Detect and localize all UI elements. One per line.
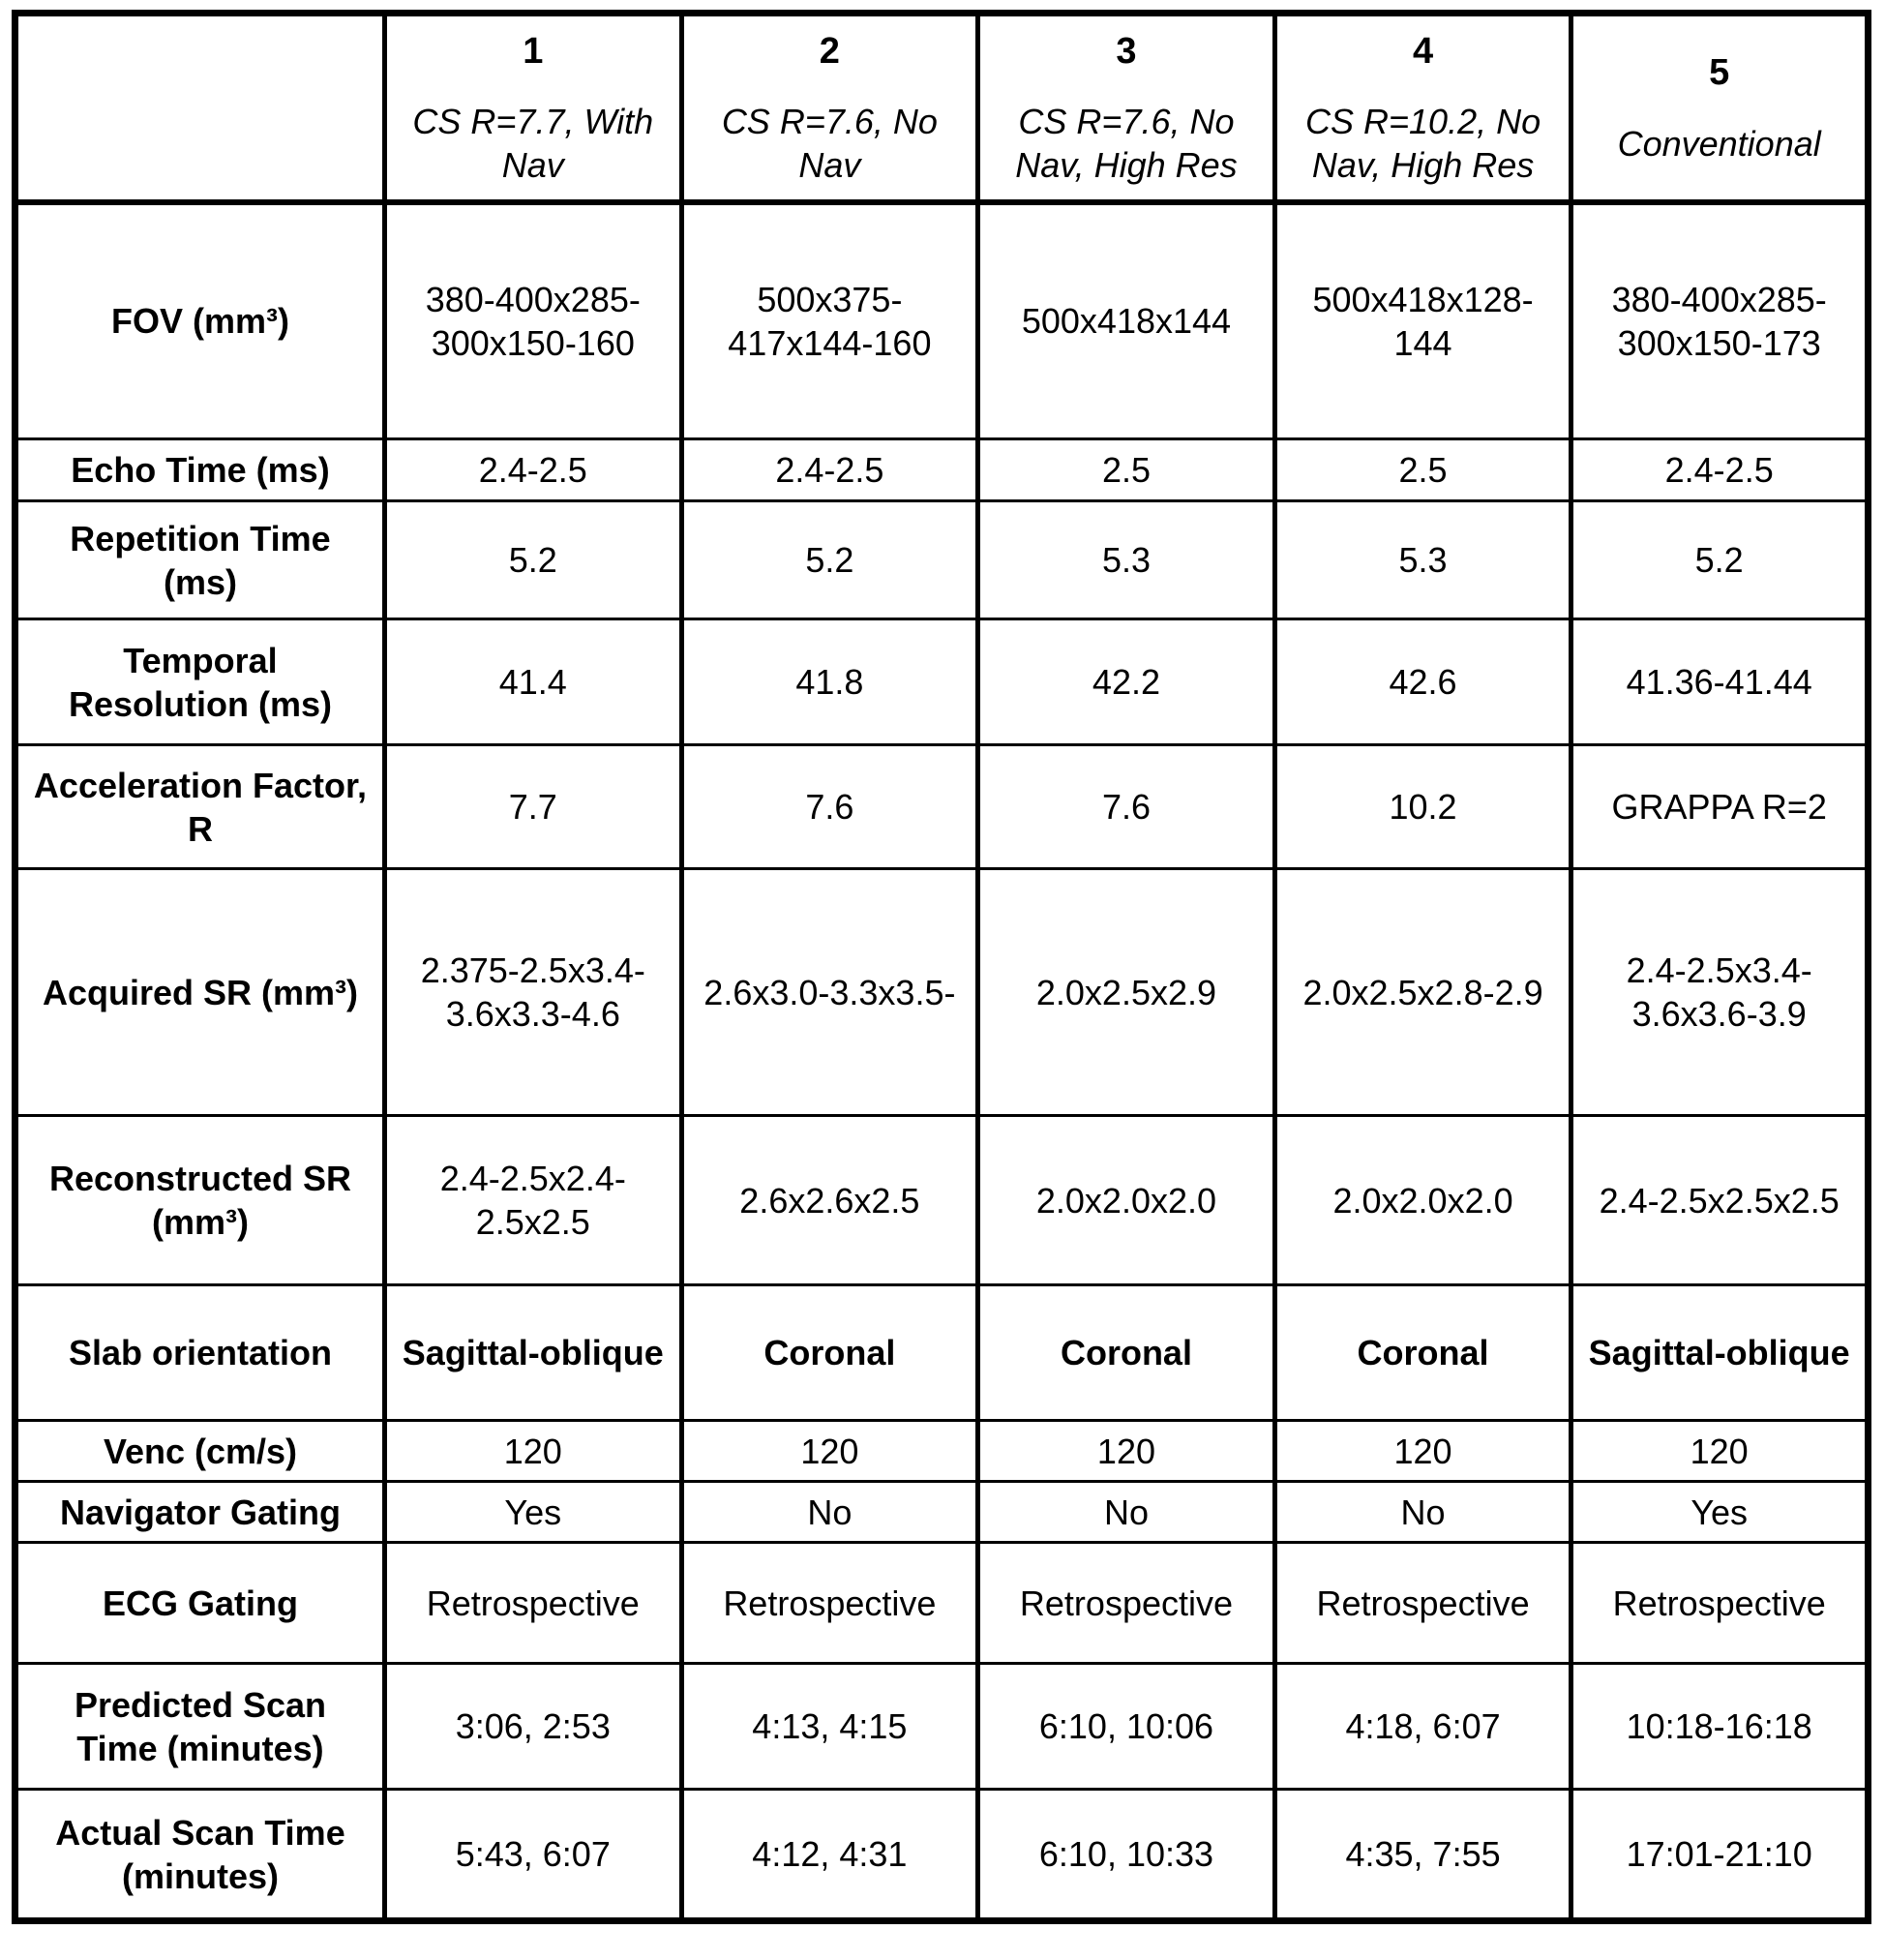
table-cell: 5.3 (978, 501, 1275, 619)
column-number: 2 (819, 30, 840, 72)
table-cell: Retrospective (681, 1543, 978, 1664)
table-cell: 120 (384, 1421, 681, 1482)
table-cell: 2.0x2.5x2.9 (978, 869, 1275, 1116)
table-row (15, 1543, 1869, 1664)
table-row (15, 1790, 1869, 1921)
table-cell: 2.4-2.5 (1571, 439, 1869, 501)
row-label: Navigator Gating (15, 1482, 385, 1543)
table-cell: 2.5 (1274, 439, 1571, 501)
column-header (1274, 14, 1571, 202)
table-cell: 4:13, 4:15 (681, 1664, 978, 1790)
row-label: ECG Gating (15, 1543, 385, 1664)
table-cell: 2.4-2.5 (681, 439, 978, 501)
table-cell: Coronal (681, 1285, 978, 1421)
table-cell: 6:10, 10:33 (978, 1790, 1275, 1921)
table-cell: 2.0x2.0x2.0 (978, 1116, 1275, 1285)
row-label: Echo Time (ms) (15, 439, 385, 501)
table-cell: 5.2 (681, 501, 978, 619)
table-row (15, 745, 1869, 869)
column-header (1571, 14, 1869, 202)
table-cell: Retrospective (1571, 1543, 1869, 1664)
table-cell: 2.6x3.0-3.3x3.5- (681, 869, 978, 1116)
table-cell: 2.4-2.5 (384, 439, 681, 501)
header-row (15, 14, 1869, 202)
table-row (15, 1116, 1869, 1285)
table-cell: 500x375-417x144-160 (681, 202, 978, 439)
table-cell: No (681, 1482, 978, 1543)
table-cell: 10:18-16:18 (1571, 1664, 1869, 1790)
row-label: Repetition Time (ms) (15, 501, 385, 619)
table-cell: 5:43, 6:07 (384, 1790, 681, 1921)
table-cell: 7.6 (978, 745, 1275, 869)
table-cell: 500x418x144 (978, 202, 1275, 439)
table-cell: Retrospective (1274, 1543, 1571, 1664)
table-cell: 5.2 (1571, 501, 1869, 619)
table-cell: Coronal (978, 1285, 1275, 1421)
row-label: Acquired SR (mm³) (15, 869, 385, 1116)
table-cell: 500x418x128-144 (1274, 202, 1571, 439)
column-subtitle: CS R=7.7, With Nav (412, 102, 654, 185)
table-cell: 2.0x2.5x2.8-2.9 (1274, 869, 1571, 1116)
table-cell: 4:35, 7:55 (1274, 1790, 1571, 1921)
row-label: Slab orientation (15, 1285, 385, 1421)
column-number: 1 (523, 30, 544, 72)
table-row (15, 501, 1869, 619)
table-cell: Yes (384, 1482, 681, 1543)
table-cell: 10.2 (1274, 745, 1571, 869)
table-row (15, 1421, 1869, 1482)
table-cell: No (1274, 1482, 1571, 1543)
table-cell: 41.36-41.44 (1571, 619, 1869, 745)
column-subtitle: CS R=7.6, No Nav (721, 102, 938, 185)
table-cell: GRAPPA R=2 (1571, 745, 1869, 869)
table-cell: 2.0x2.0x2.0 (1274, 1116, 1571, 1285)
row-label: Actual Scan Time (minutes) (15, 1790, 385, 1921)
table-cell: 17:01-21:10 (1571, 1790, 1869, 1921)
table-cell: 42.6 (1274, 619, 1571, 745)
column-number: 4 (1412, 30, 1434, 72)
row-label: Venc (cm/s) (15, 1421, 385, 1482)
column-number: 3 (1116, 30, 1137, 72)
table-cell: 2.375-2.5x3.4-3.6x3.3-4.6 (384, 869, 681, 1116)
table-row (15, 1285, 1869, 1421)
row-label: Reconstructed SR (mm³) (15, 1116, 385, 1285)
table-cell: 3:06, 2:53 (384, 1664, 681, 1790)
table-row (15, 202, 1869, 439)
table-cell: 120 (1571, 1421, 1869, 1482)
table-cell: 7.6 (681, 745, 978, 869)
table-cell: Coronal (1274, 1285, 1571, 1421)
table-row (15, 1664, 1869, 1790)
table-cell: Sagittal-oblique (384, 1285, 681, 1421)
column-subtitle: CS R=7.6, No Nav, High Res (1015, 102, 1238, 185)
column-subtitle: CS R=10.2, No Nav, High Res (1305, 102, 1541, 185)
column-header (978, 14, 1275, 202)
table-cell: Yes (1571, 1482, 1869, 1543)
table-row (15, 869, 1869, 1116)
table-row (15, 1482, 1869, 1543)
table-cell: 41.4 (384, 619, 681, 745)
row-label: FOV (mm³) (15, 202, 385, 439)
table-cell: 2.4-2.5x3.4-3.6x3.6-3.9 (1571, 869, 1869, 1116)
table-cell: 6:10, 10:06 (978, 1664, 1275, 1790)
table-cell: 380-400x285-300x150-160 (384, 202, 681, 439)
protocol-table (12, 10, 1871, 1924)
table-cell: Retrospective (978, 1543, 1275, 1664)
table-cell: 2.4-2.5x2.4-2.5x2.5 (384, 1116, 681, 1285)
row-label: Temporal Resolution (ms) (15, 619, 385, 745)
table-cell: 4:12, 4:31 (681, 1790, 978, 1921)
table-cell: 380-400x285-300x150-173 (1571, 202, 1869, 439)
row-label: Predicted Scan Time (minutes) (15, 1664, 385, 1790)
table-cell: 4:18, 6:07 (1274, 1664, 1571, 1790)
table-cell: 2.6x2.6x2.5 (681, 1116, 978, 1285)
table-cell: 7.7 (384, 745, 681, 869)
table-cell: No (978, 1482, 1275, 1543)
table-cell: Retrospective (384, 1543, 681, 1664)
column-header (384, 14, 681, 202)
column-subtitle: Conventional (1617, 123, 1821, 164)
row-label: Acceleration Factor, R (15, 745, 385, 869)
table-cell: 2.5 (978, 439, 1275, 501)
table-cell: Sagittal-oblique (1571, 1285, 1869, 1421)
column-number: 5 (1709, 52, 1730, 93)
table-cell: 120 (681, 1421, 978, 1482)
table-cell: 5.2 (384, 501, 681, 619)
table-cell: 120 (1274, 1421, 1571, 1482)
table-cell: 42.2 (978, 619, 1275, 745)
column-header (681, 14, 978, 202)
table-cell: 2.4-2.5x2.5x2.5 (1571, 1116, 1869, 1285)
table-cell: 120 (978, 1421, 1275, 1482)
table-row (15, 439, 1869, 501)
table-row (15, 619, 1869, 745)
table-cell: 5.3 (1274, 501, 1571, 619)
corner-cell (15, 14, 385, 202)
table-cell: 41.8 (681, 619, 978, 745)
